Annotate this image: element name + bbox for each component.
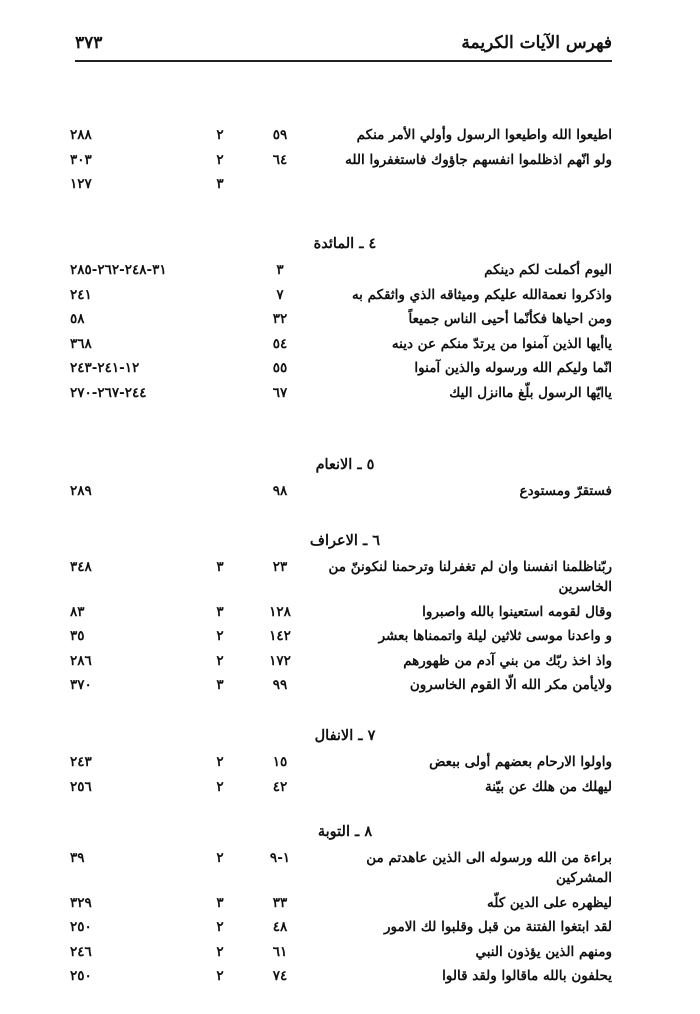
index-row: [0, 891, 700, 916]
verse-text: ليظهره على الدين كلّه: [486, 894, 612, 911]
verse-pages: ٣٦٨: [70, 335, 92, 352]
index-row: [0, 479, 700, 504]
verse-juz: ٣: [216, 559, 224, 575]
verse-ayah: ١٥: [272, 754, 288, 770]
verse-juz: ٢: [216, 127, 224, 143]
surah-heading: [0, 230, 700, 258]
index-row: [0, 307, 700, 332]
verse-text: ياايّها الرسول بلّغ ماانزل اليك: [449, 384, 612, 401]
verse-pages: ٢٨٨: [70, 127, 92, 143]
surah-section: [0, 527, 700, 698]
verse-text: واذكروا نعمةالله عليكم وميثاقه الذي واثقكم به: [351, 286, 612, 303]
verse-ayah: ١٤٢: [269, 628, 291, 645]
surah-heading: [0, 818, 700, 846]
verse-pages: ٣٠٣: [70, 151, 92, 168]
verse-pages: ٢٤٤-٢٦٧-٢٧٠: [70, 384, 147, 401]
verse-pages: ٣٧٠: [70, 677, 92, 694]
verse-text: انّما وليكم الله ورسوله والذين آمنوا: [414, 360, 612, 377]
verse-text: [312, 172, 612, 177]
verse-juz: ٢: [216, 754, 224, 770]
verse-text: لقد ابتغوا الفتنة من قبل وقلبوا لك الامور: [384, 919, 612, 936]
verse-text: فستقرّ ومستودع: [519, 483, 612, 499]
verse-ayah: ٤٨: [272, 919, 288, 936]
verse-pages: ٣١-٢٤٨-٢٦٢-٢٨٥: [70, 262, 167, 278]
verse-ayah: ٩٨: [272, 483, 288, 499]
index-row: [0, 649, 700, 674]
verse-pages: ٢٤٣: [70, 754, 92, 770]
verse-text: ومنهم الذين يؤذون النبي: [475, 943, 612, 960]
index-row: [0, 555, 700, 600]
index-row: [0, 172, 700, 197]
verse-ayah: ٣٢: [272, 311, 288, 328]
verse-ayah: ٧: [276, 286, 284, 303]
header-title: فهرس الآيات الكريمة: [461, 33, 612, 53]
verse-text: ولايأمن مكر الله الّا القوم الخاسرون: [409, 677, 612, 694]
verse-ayah: ١٢٨: [269, 603, 291, 620]
verse-juz: ٣: [216, 603, 224, 620]
surah-heading-text: ٥ ـ الانعام: [315, 456, 375, 473]
verse-text: ياأيها الذين آمنوا من يرتدّ منكم عن دينه: [391, 335, 612, 352]
surah-section: [0, 123, 700, 197]
verse-text: واولوا الارحام بعضهم أولى ببعض: [429, 754, 612, 770]
index-row: [0, 750, 700, 775]
verse-ayah: ٦٤: [272, 151, 288, 168]
verse-text: يحلفون بالله ماقالوا ولقد قالوا: [442, 968, 612, 985]
verse-ayah: ٦١: [272, 943, 288, 960]
verse-pages: ٣٤٨: [70, 559, 92, 575]
index-row: [0, 940, 700, 965]
verse-pages: ٢٤١: [70, 286, 92, 303]
verse-pages: ٢٥٦: [70, 778, 92, 795]
surah-section: [0, 230, 700, 406]
verse-pages: ٢٥٠: [70, 919, 92, 936]
surah-section: [0, 451, 700, 504]
surah-heading: [0, 451, 700, 479]
verse-juz: ٢: [216, 778, 224, 795]
index-row: [0, 775, 700, 800]
index-row: [0, 381, 700, 406]
verse-ayah: ٣: [276, 262, 284, 278]
verse-ayah: ١-٩: [269, 850, 291, 866]
verse-pages: ١٢٧: [70, 176, 92, 193]
index-row: [0, 123, 700, 148]
surah-heading-text: ٨ ـ التوبة: [317, 823, 373, 840]
index-row: [0, 964, 700, 989]
verse-juz: ٣: [216, 176, 224, 193]
page-number: ٣٧٣: [75, 33, 103, 53]
verse-juz: ٢: [216, 968, 224, 985]
surah-section: [0, 818, 700, 989]
verse-pages: ٢٤٦: [70, 943, 92, 960]
surah-section: [0, 722, 700, 799]
verse-juz: ٢: [216, 919, 224, 936]
verse-pages: ٥٨: [70, 311, 85, 328]
verse-text: ليهلك من هلك عن بيّنة: [484, 778, 612, 795]
surah-heading: [0, 722, 700, 750]
verse-text: و واعدنا موسى ثلاثين ليلة واتممناها بعشر: [378, 628, 612, 645]
verse-juz: ٣: [216, 677, 224, 694]
verse-text: وقال لقومه استعينوا بالله واصبروا: [422, 603, 612, 620]
verse-ayah: ١٧٢: [269, 652, 291, 669]
header-rule: [75, 60, 612, 62]
verse-pages: ٢٥٠: [70, 968, 92, 985]
verse-ayah: ٥٤: [272, 335, 288, 352]
index-row: [0, 846, 700, 891]
verse-text: ومن احياها فكأنّما أحيى الناس جميعاً: [408, 311, 612, 328]
verse-ayah: ٩٩: [272, 677, 288, 694]
verse-juz: ٣: [216, 894, 224, 911]
verse-juz: ٢: [216, 850, 224, 866]
verse-juz: ٢: [216, 151, 224, 168]
index-row: [0, 148, 700, 173]
verse-juz: ٢: [216, 628, 224, 645]
index-row: [0, 915, 700, 940]
verse-pages: ٨٣: [70, 603, 85, 620]
verse-ayah: ٣٣: [272, 894, 288, 911]
index-row: [0, 600, 700, 625]
index-row: [0, 356, 700, 381]
verse-ayah: ٦٧: [272, 384, 288, 401]
index-row: [0, 332, 700, 357]
running-header: [75, 28, 612, 58]
index-row: [0, 673, 700, 698]
index-row: [0, 258, 700, 283]
verse-text: اليوم أكملت لكم دينكم: [484, 262, 612, 278]
verse-ayah: ٥٥: [272, 360, 288, 377]
verse-ayah: ٧٤: [272, 968, 288, 985]
index-row: [0, 624, 700, 649]
verse-pages: ٣٢٩: [70, 894, 92, 911]
index-row: [0, 283, 700, 308]
verse-juz: ٢: [216, 943, 224, 960]
verse-pages: ٢٨٩: [70, 483, 92, 499]
verse-text: اطيعوا الله واطيعوا الرسول وأولي الأمر منكم: [356, 127, 612, 143]
surah-heading-text: ٤ ـ المائدة: [313, 235, 377, 252]
verse-text: واذ اخذ ربّك من بني آدم من ظهورهم: [403, 652, 612, 669]
verse-juz: ٢: [216, 652, 224, 669]
verse-ayah: ٢٣: [272, 559, 288, 575]
verse-ayah: ٥٩: [272, 127, 288, 143]
surah-heading: [0, 527, 700, 555]
verse-text: ولو انّهم اذظلموا انفسهم جاؤوك فاستغفروا الله: [345, 151, 612, 168]
verse-pages: ١٢-٢٤١-٢٤٣: [70, 360, 140, 377]
surah-heading-text: ٦ ـ الاعراف: [309, 532, 381, 549]
verse-ayah: ٤٢: [272, 778, 288, 795]
verse-text: براءة من الله ورسوله الى الذين عاهدتم من المشركين: [366, 850, 612, 886]
verse-pages: ٣٩: [70, 850, 85, 866]
verse-text: ربّناظلمنا انفسنا وان لم تغفرلنا وترحمنا لنكوننّ من الخاسرين: [328, 559, 612, 595]
verse-pages: ٣٥: [70, 628, 85, 645]
verse-pages: ٢٨٦: [70, 652, 92, 669]
surah-heading-text: ٧ ـ الانفال: [314, 727, 376, 744]
